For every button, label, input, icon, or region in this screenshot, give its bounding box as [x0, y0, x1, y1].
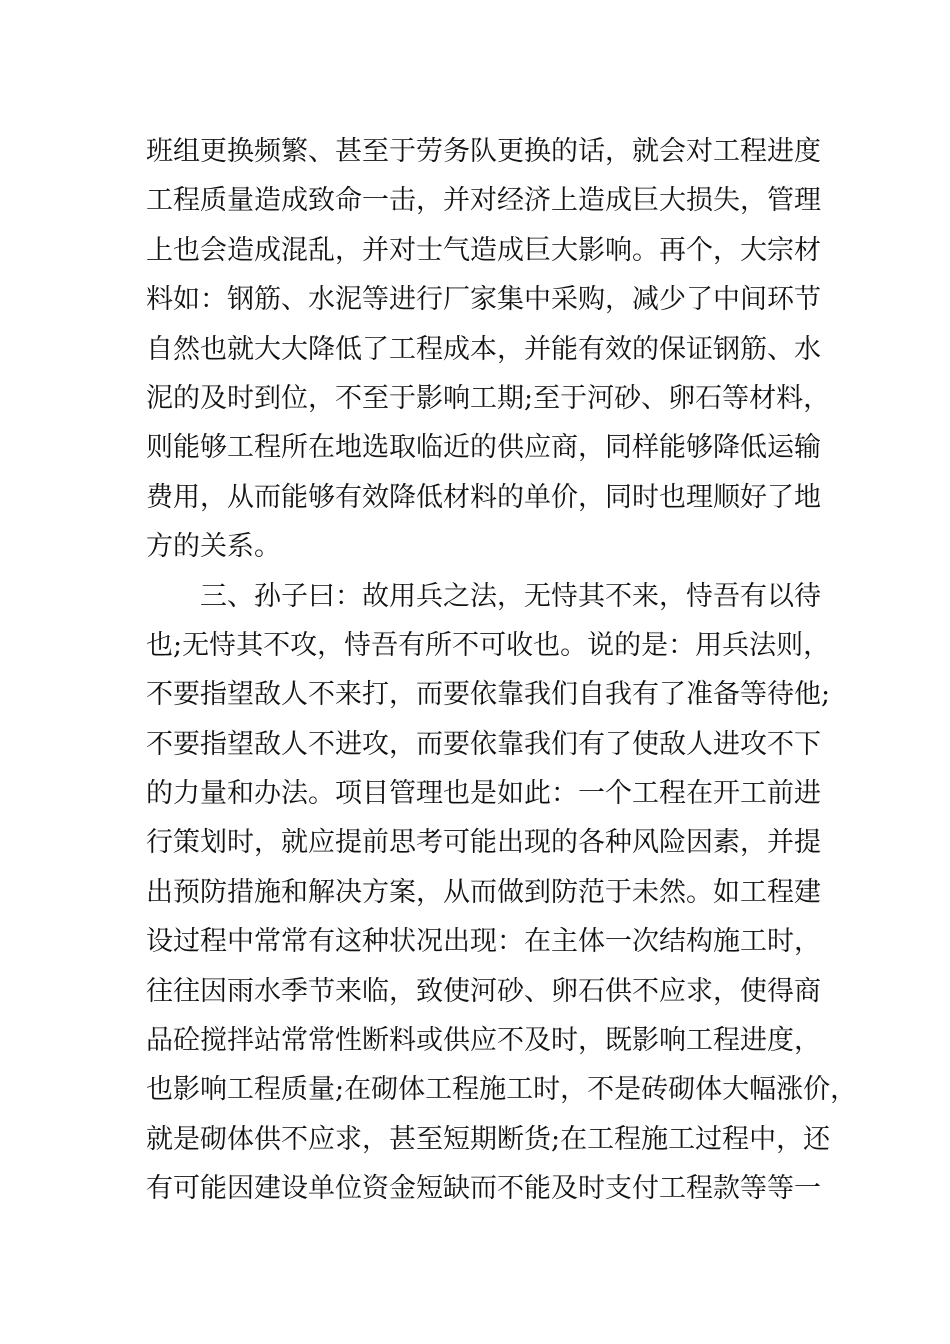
text-line: 就是砌体供不应求，甚至短期断货;在工程施工过程中，还	[146, 1123, 831, 1155]
text-line: 行策划时，就应提前思考可能出现的各种风险因素，并提	[146, 827, 821, 859]
text-line: 品砼搅拌站常常性断料或供应不及时，既影响工程进度，	[146, 1025, 821, 1057]
text-line: 自然也就大大降低了工程成本，并能有效的保证钢筋、水	[146, 333, 821, 365]
text-line: 不要指望敌人不来打，而要依靠我们自我有了准备等待他;	[146, 679, 831, 711]
text-line: 有可能因建设单位资金短缺而不能及时支付工程款等等一	[146, 1173, 821, 1205]
text-line: 方的关系。	[146, 531, 281, 563]
text-line: 费用，从而能够有效降低材料的单价，同时也理顺好了地	[146, 481, 821, 513]
text-line: 料如：钢筋、水泥等进行厂家集中采购，减少了中间环节	[146, 284, 821, 316]
paragraph-start-line: 三、孙子曰：故用兵之法，无恃其不来，恃吾有以待	[200, 580, 821, 612]
text-line: 也影响工程质量;在砌体工程施工时，不是砖砌体大幅涨价，	[146, 1074, 858, 1106]
text-line: 设过程中常常有这种状况出现：在主体一次结构施工时，	[146, 926, 821, 958]
text-line: 工程质量造成致命一击，并对经济上造成巨大损失，管理	[146, 185, 821, 217]
text-line: 泥的及时到位，不至于影响工期;至于河砂、卵石等材料，	[146, 382, 831, 414]
text-line: 也;无恃其不攻，恃吾有所不可收也。说的是：用兵法则，	[146, 629, 831, 661]
text-line: 上也会造成混乱，并对士气造成巨大影响。再个，大宗材	[146, 234, 821, 266]
body-text	[146, 127, 858, 1214]
text-line: 班组更换频繁、甚至于劳务队更换的话，就会对工程进度	[146, 136, 821, 167]
text-line: 的力量和办法。项目管理也是如此：一个工程在开工前进	[146, 778, 821, 810]
text-line: 出预防措施和解决方案，从而做到防范于未然。如工程建	[146, 876, 821, 908]
text-line: 则能够工程所在地选取临近的供应商，同样能够降低运输	[146, 432, 821, 464]
text-line: 往往因雨水季节来临，致使河砂、卵石供不应求，使得商	[146, 975, 821, 1007]
text-line: 不要指望敌人不进攻，而要依靠我们有了使敌人进攻不下	[146, 728, 821, 760]
